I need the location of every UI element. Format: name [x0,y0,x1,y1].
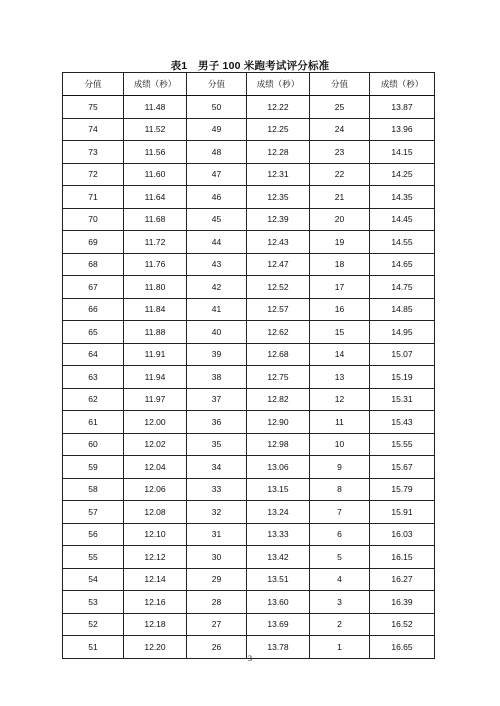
score-cell: 44 [187,231,247,254]
score-cell: 45 [187,208,247,231]
score-cell: 15 [310,321,370,344]
table-row [63,141,435,164]
score-cell: 35 [187,433,247,456]
score-cell: 13 [310,366,370,389]
time-cell: 13.69 [247,613,310,636]
time-cell: 13.96 [370,118,435,141]
time-cell: 15.79 [370,478,435,501]
time-cell: 12.47 [247,253,310,276]
time-cell: 14.15 [370,141,435,164]
time-cell: 11.72 [124,231,187,254]
time-cell: 11.48 [124,96,187,119]
score-cell: 31 [187,523,247,546]
time-cell: 14.65 [370,253,435,276]
score-cell: 65 [63,321,124,344]
time-cell: 11.94 [124,366,187,389]
time-cell: 12.22 [247,96,310,119]
time-cell: 15.91 [370,501,435,524]
time-cell: 11.88 [124,321,187,344]
score-cell: 24 [310,118,370,141]
score-cell: 52 [63,613,124,636]
table-row [63,411,435,434]
time-cell: 14.45 [370,208,435,231]
table-row [63,253,435,276]
score-cell: 36 [187,411,247,434]
time-cell: 12.06 [124,478,187,501]
score-cell: 27 [187,613,247,636]
time-cell: 11.97 [124,388,187,411]
table-row [63,613,435,636]
header-score: 分值 [63,73,124,96]
table-row [63,433,435,456]
score-cell: 48 [187,141,247,164]
table-body [63,96,435,659]
time-cell: 15.19 [370,366,435,389]
score-cell: 34 [187,456,247,479]
time-cell: 13.24 [247,501,310,524]
time-cell: 14.75 [370,276,435,299]
time-cell: 12.68 [247,343,310,366]
score-cell: 62 [63,388,124,411]
score-cell: 40 [187,321,247,344]
time-cell: 12.57 [247,298,310,321]
time-cell: 14.55 [370,231,435,254]
time-cell: 12.12 [124,546,187,569]
table-row [63,591,435,614]
time-cell: 12.90 [247,411,310,434]
time-cell: 12.98 [247,433,310,456]
score-cell: 32 [187,501,247,524]
score-cell: 8 [310,478,370,501]
time-cell: 15.43 [370,411,435,434]
time-cell: 13.06 [247,456,310,479]
header-score: 分值 [310,73,370,96]
time-cell: 12.75 [247,366,310,389]
time-cell: 12.16 [124,591,187,614]
score-cell: 7 [310,501,370,524]
score-table [62,72,435,659]
time-cell: 14.95 [370,321,435,344]
time-cell: 11.80 [124,276,187,299]
time-cell: 16.15 [370,546,435,569]
time-cell: 12.31 [247,163,310,186]
table-row [63,343,435,366]
time-cell: 11.84 [124,298,187,321]
time-cell: 12.20 [124,636,187,659]
table-row [63,321,435,344]
time-cell: 13.51 [247,568,310,591]
score-cell: 6 [310,523,370,546]
time-cell: 14.85 [370,298,435,321]
table-row [63,388,435,411]
time-cell: 12.43 [247,231,310,254]
time-cell: 12.10 [124,523,187,546]
header-time: 成绩（秒） [370,73,435,96]
score-cell: 20 [310,208,370,231]
time-cell: 11.56 [124,141,187,164]
score-cell: 2 [310,613,370,636]
time-cell: 16.52 [370,613,435,636]
score-cell: 67 [63,276,124,299]
time-cell: 13.42 [247,546,310,569]
table-row [63,501,435,524]
time-cell: 12.82 [247,388,310,411]
score-cell: 64 [63,343,124,366]
score-cell: 46 [187,186,247,209]
table-row [63,118,435,141]
score-cell: 58 [63,478,124,501]
time-cell: 13.15 [247,478,310,501]
table-row [63,366,435,389]
score-cell: 33 [187,478,247,501]
score-cell: 22 [310,163,370,186]
score-cell: 56 [63,523,124,546]
time-cell: 16.65 [370,636,435,659]
table-row [63,456,435,479]
score-cell: 4 [310,568,370,591]
score-cell: 74 [63,118,124,141]
time-cell: 12.18 [124,613,187,636]
score-cell: 19 [310,231,370,254]
score-cell: 18 [310,253,370,276]
score-cell: 72 [63,163,124,186]
table-row [63,546,435,569]
score-cell: 25 [310,96,370,119]
time-cell: 15.07 [370,343,435,366]
table-row [63,478,435,501]
time-cell: 12.39 [247,208,310,231]
score-cell: 38 [187,366,247,389]
time-cell: 11.91 [124,343,187,366]
time-cell: 11.52 [124,118,187,141]
score-cell: 71 [63,186,124,209]
score-cell: 3 [310,591,370,614]
score-cell: 69 [63,231,124,254]
score-cell: 10 [310,433,370,456]
score-cell: 50 [187,96,247,119]
table-row [63,208,435,231]
score-cell: 42 [187,276,247,299]
time-cell: 12.00 [124,411,187,434]
time-cell: 12.25 [247,118,310,141]
table-row [63,231,435,254]
header-score: 分值 [187,73,247,96]
page-number: 3 [248,654,252,663]
time-cell: 12.52 [247,276,310,299]
score-cell: 43 [187,253,247,276]
time-cell: 14.35 [370,186,435,209]
time-cell: 11.64 [124,186,187,209]
time-cell: 14.25 [370,163,435,186]
table-row [63,523,435,546]
time-cell: 12.28 [247,141,310,164]
time-cell: 16.39 [370,591,435,614]
score-cell: 14 [310,343,370,366]
time-cell: 13.78 [247,636,310,659]
table-row [63,96,435,119]
score-cell: 23 [310,141,370,164]
table-row [63,568,435,591]
time-cell: 11.60 [124,163,187,186]
score-cell: 66 [63,298,124,321]
header-time: 成绩（秒） [124,73,187,96]
score-cell: 59 [63,456,124,479]
score-cell: 21 [310,186,370,209]
score-cell: 47 [187,163,247,186]
score-cell: 39 [187,343,247,366]
table-title: 表1 男子 100 米跑考试评分标准 [170,60,330,72]
score-cell: 68 [63,253,124,276]
table-row [63,186,435,209]
time-cell: 12.02 [124,433,187,456]
score-cell: 53 [63,591,124,614]
score-cell: 63 [63,366,124,389]
score-cell: 16 [310,298,370,321]
score-cell: 5 [310,546,370,569]
score-cell: 54 [63,568,124,591]
time-cell: 11.76 [124,253,187,276]
time-cell: 13.60 [247,591,310,614]
time-cell: 16.27 [370,568,435,591]
score-cell: 30 [187,546,247,569]
time-cell: 12.08 [124,501,187,524]
time-cell: 12.14 [124,568,187,591]
time-cell: 12.04 [124,456,187,479]
header-time: 成绩（秒） [247,73,310,96]
time-cell: 11.68 [124,208,187,231]
time-cell: 13.33 [247,523,310,546]
score-cell: 29 [187,568,247,591]
time-cell: 15.55 [370,433,435,456]
time-cell: 12.35 [247,186,310,209]
score-cell: 51 [63,636,124,659]
score-cell: 37 [187,388,247,411]
score-cell: 41 [187,298,247,321]
table-row [63,276,435,299]
table-row [63,298,435,321]
score-cell: 9 [310,456,370,479]
time-cell: 16.03 [370,523,435,546]
time-cell: 12.62 [247,321,310,344]
score-cell: 12 [310,388,370,411]
time-cell: 15.67 [370,456,435,479]
time-cell: 15.31 [370,388,435,411]
score-cell: 1 [310,636,370,659]
table-header-row [63,73,435,96]
score-cell: 70 [63,208,124,231]
time-cell: 13.87 [370,96,435,119]
table-row [63,163,435,186]
score-cell: 17 [310,276,370,299]
score-cell: 73 [63,141,124,164]
score-cell: 61 [63,411,124,434]
score-cell: 26 [187,636,247,659]
score-cell: 28 [187,591,247,614]
score-cell: 11 [310,411,370,434]
score-cell: 49 [187,118,247,141]
score-cell: 75 [63,96,124,119]
score-cell: 57 [63,501,124,524]
score-cell: 60 [63,433,124,456]
score-cell: 55 [63,546,124,569]
